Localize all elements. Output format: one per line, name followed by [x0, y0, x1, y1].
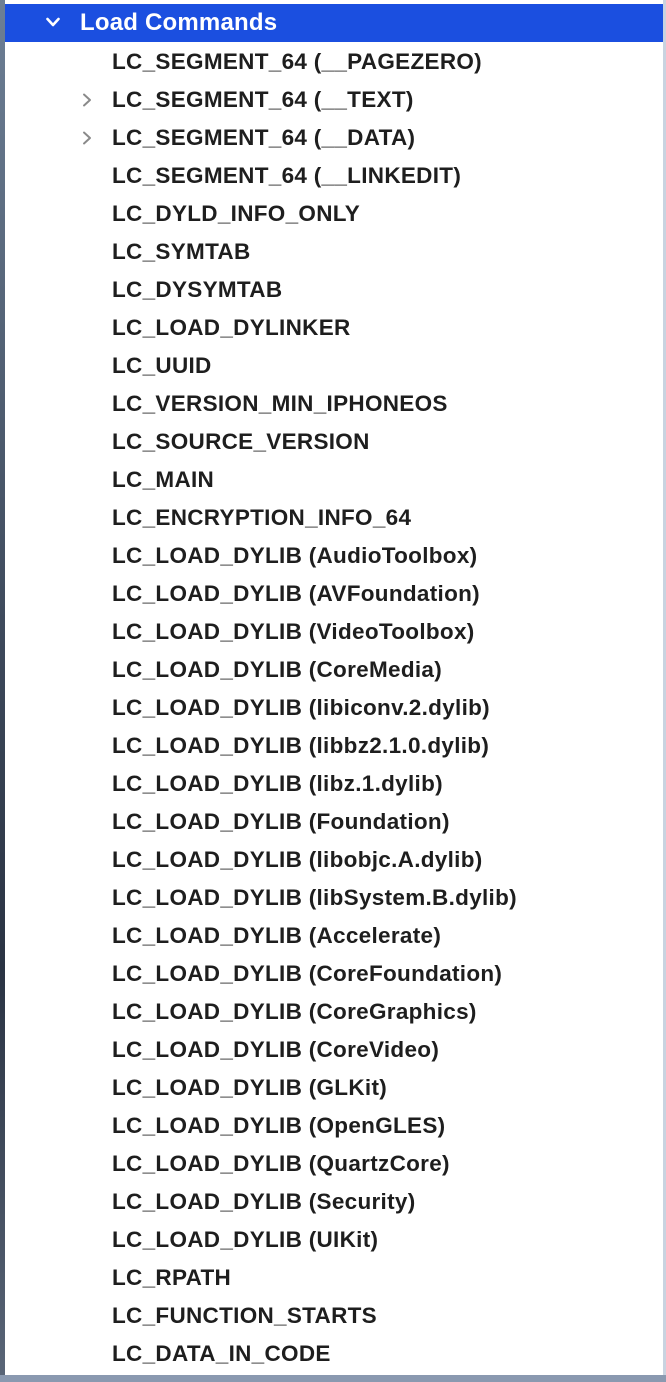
- tree-item-label: LC_LOAD_DYLIB (libSystem.B.dylib): [112, 885, 517, 910]
- tree-item[interactable]: [5, 1107, 663, 1145]
- tree-item[interactable]: [5, 1183, 663, 1221]
- window-bottom-edge: [0, 1375, 666, 1382]
- tree-item-label: LC_ENCRYPTION_INFO_64: [112, 505, 412, 530]
- chevron-right-icon[interactable]: [80, 92, 94, 108]
- tree-item[interactable]: [5, 1259, 663, 1297]
- tree-item[interactable]: [5, 1221, 663, 1259]
- tree-item-label: LC_SYMTAB: [112, 239, 251, 264]
- tree-item-label: LC_LOAD_DYLIB (UIKit): [112, 1227, 379, 1252]
- tree-item[interactable]: [5, 423, 663, 461]
- load-commands-outline: [5, 0, 663, 1375]
- chevron-down-icon[interactable]: [45, 14, 61, 30]
- tree-item[interactable]: [5, 1145, 663, 1183]
- tree-item[interactable]: [5, 81, 663, 119]
- tree-item-label: LC_LOAD_DYLIB (VideoToolbox): [112, 619, 475, 644]
- tree-item[interactable]: [5, 993, 663, 1031]
- tree-item-label: LC_LOAD_DYLIB (GLKit): [112, 1075, 388, 1100]
- tree-item-label: LC_LOAD_DYLIB (Accelerate): [112, 923, 442, 948]
- tree-item[interactable]: [5, 727, 663, 765]
- tree-item-label: LC_SEGMENT_64 (__TEXT): [112, 87, 414, 112]
- tree-root-label: Load Commands: [80, 9, 278, 36]
- tree-item[interactable]: [5, 651, 663, 689]
- tree-item-label: LC_DYSYMTAB: [112, 277, 283, 302]
- tree-item-label: LC_LOAD_DYLIB (OpenGLES): [112, 1113, 446, 1138]
- tree-item-label: LC_SEGMENT_64 (__DATA): [112, 125, 416, 150]
- tree-item[interactable]: [5, 385, 663, 423]
- tree-item[interactable]: [5, 879, 663, 917]
- tree-item-label: LC_LOAD_DYLIB (libiconv.2.dylib): [112, 695, 490, 720]
- tree-item[interactable]: [5, 1031, 663, 1069]
- tree-item-label: LC_LOAD_DYLIB (CoreMedia): [112, 657, 443, 682]
- tree-item[interactable]: [5, 119, 663, 157]
- tree-item-label: LC_LOAD_DYLIB (libbz2.1.0.dylib): [112, 733, 490, 758]
- tree-item[interactable]: [5, 1069, 663, 1107]
- tree-item-label: LC_LOAD_DYLIB (libobjc.A.dylib): [112, 847, 483, 872]
- tree-item[interactable]: [5, 309, 663, 347]
- tree-item-label: LC_SEGMENT_64 (__PAGEZERO): [112, 49, 482, 74]
- tree-item[interactable]: [5, 803, 663, 841]
- tree-item-label: LC_LOAD_DYLIB (libz.1.dylib): [112, 771, 443, 796]
- tree-item[interactable]: [5, 233, 663, 271]
- tree-item-label: LC_SEGMENT_64 (__LINKEDIT): [112, 163, 462, 188]
- tree-item[interactable]: [5, 43, 663, 81]
- tree-item-label: LC_UUID: [112, 353, 212, 378]
- tree-item[interactable]: [5, 157, 663, 195]
- tree-item-label: LC_DYLD_INFO_ONLY: [112, 201, 361, 226]
- tree-item-label: LC_LOAD_DYLIB (Foundation): [112, 809, 450, 834]
- tree-item[interactable]: [5, 347, 663, 385]
- tree-item-label: LC_LOAD_DYLINKER: [112, 315, 351, 340]
- tree-item-label: LC_MAIN: [112, 467, 215, 492]
- tree-item[interactable]: [5, 195, 663, 233]
- tree-item-label: LC_SOURCE_VERSION: [112, 429, 370, 454]
- tree-item[interactable]: [5, 537, 663, 575]
- tree-item-label: LC_LOAD_DYLIB (Security): [112, 1189, 416, 1214]
- tree-item[interactable]: [5, 271, 663, 309]
- tree-item[interactable]: [5, 1297, 663, 1335]
- tree-item[interactable]: [5, 575, 663, 613]
- tree-item-label: LC_LOAD_DYLIB (QuartzCore): [112, 1151, 450, 1176]
- tree-item-label: LC_RPATH: [112, 1265, 232, 1290]
- tree-item[interactable]: [5, 1335, 663, 1373]
- tree-item[interactable]: [5, 499, 663, 537]
- tree-item-label: LC_LOAD_DYLIB (CoreFoundation): [112, 961, 503, 986]
- tree-item[interactable]: [5, 689, 663, 727]
- tree-item[interactable]: [5, 841, 663, 879]
- tree-item-label: LC_DATA_IN_CODE: [112, 1341, 331, 1366]
- tree-item[interactable]: [5, 613, 663, 651]
- tree-item[interactable]: [5, 917, 663, 955]
- tree-item[interactable]: [5, 461, 663, 499]
- load-commands-list: [5, 43, 663, 1373]
- tree-item[interactable]: [5, 765, 663, 803]
- tree-item-label: LC_FUNCTION_STARTS: [112, 1303, 377, 1328]
- tree-item-label: LC_VERSION_MIN_IPHONEOS: [112, 391, 448, 416]
- tree-item[interactable]: [5, 955, 663, 993]
- tree-item-label: LC_LOAD_DYLIB (AudioToolbox): [112, 543, 478, 568]
- chevron-right-icon[interactable]: [80, 130, 94, 146]
- tree-root-load-commands[interactable]: [5, 4, 663, 42]
- tree-item-label: LC_LOAD_DYLIB (CoreVideo): [112, 1037, 440, 1062]
- tree-item-label: LC_LOAD_DYLIB (CoreGraphics): [112, 999, 477, 1024]
- tree-item-label: LC_LOAD_DYLIB (AVFoundation): [112, 581, 480, 606]
